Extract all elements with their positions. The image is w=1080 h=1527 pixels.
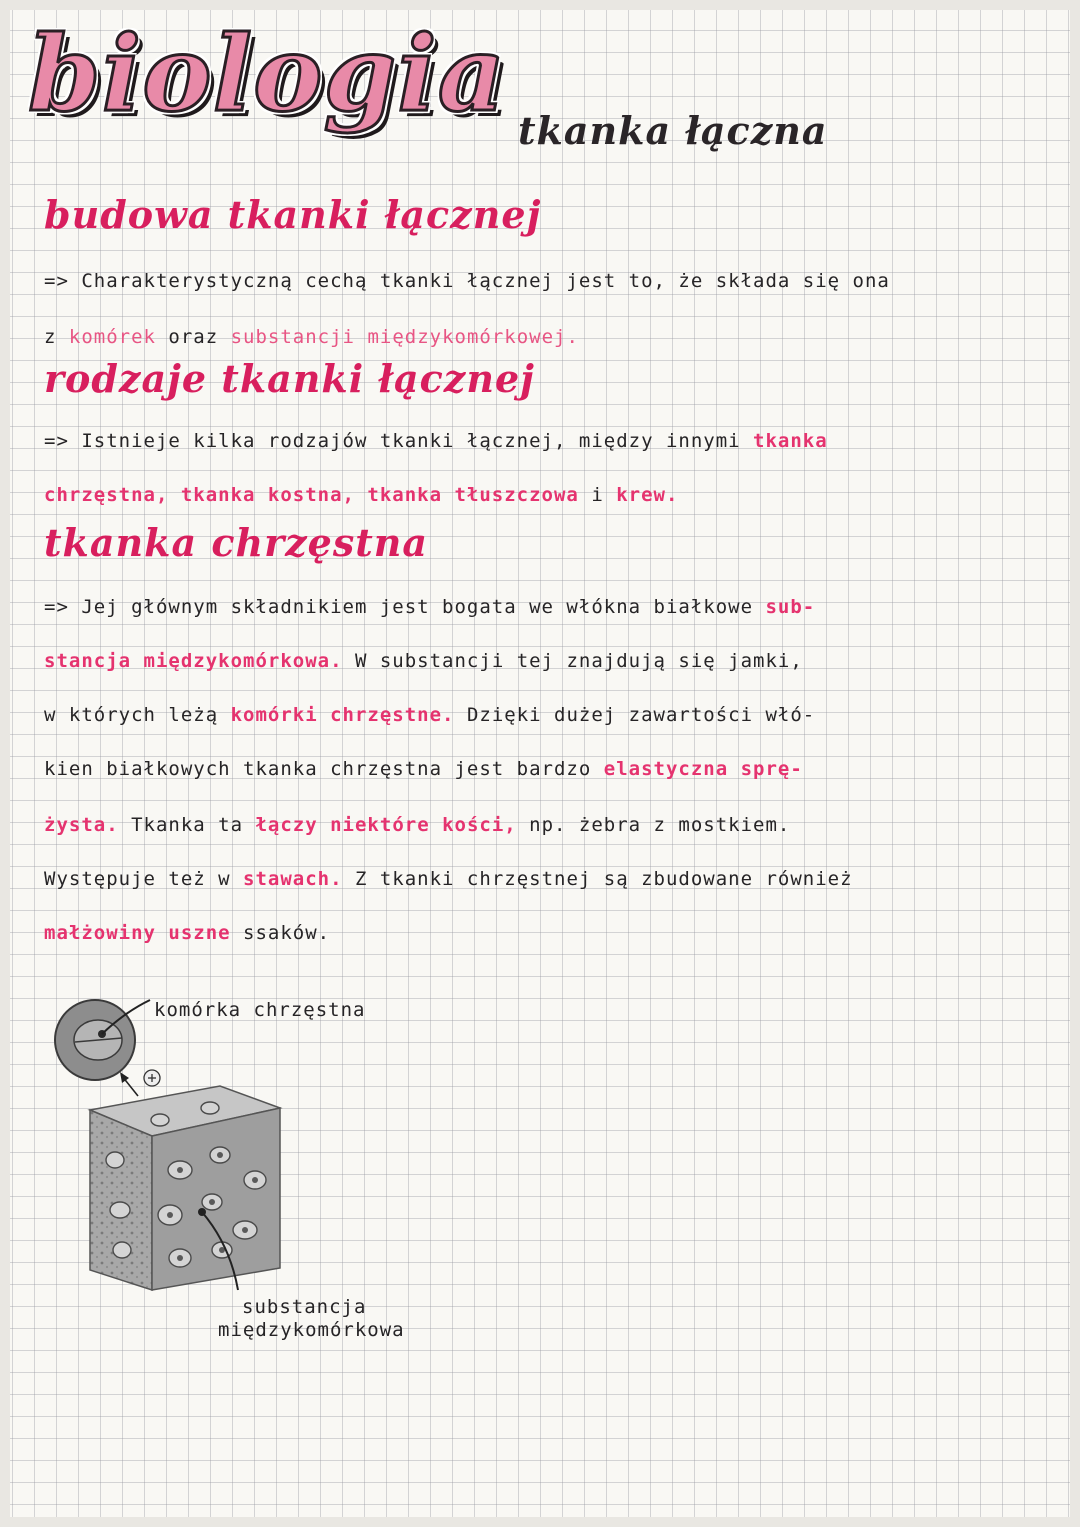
text-line	[44, 486, 678, 505]
highlight-term: elastyczna	[603, 758, 729, 780]
highlight-term: sub-	[765, 596, 816, 618]
text-fragment: i	[578, 484, 617, 506]
heading-chrzestna: tkanka chrzęstna	[44, 520, 429, 565]
heading-budowa: budowa tkanki łącznej	[44, 192, 542, 237]
page-title: biologia	[28, 12, 507, 135]
text-line	[44, 652, 803, 671]
text-line	[44, 816, 790, 835]
title-sticker	[28, 12, 528, 154]
highlight-term: tkanka	[753, 430, 828, 452]
text-line	[44, 706, 815, 725]
text-fragment	[728, 758, 740, 780]
text-fragment: oraz	[155, 326, 231, 348]
text-line	[44, 870, 853, 889]
text-line	[44, 598, 815, 617]
text-fragment: W substancji tej znajdują się jamki,	[342, 650, 803, 672]
text-line	[44, 924, 330, 943]
cartilage-diagram	[30, 990, 460, 1360]
text-line	[44, 432, 828, 451]
highlight-term: chrzęstna, tkanka kostna, tkanka tłuszczowa	[44, 484, 579, 506]
label-matrix-1: substancja	[242, 1296, 367, 1318]
highlight-term: stawach.	[243, 868, 343, 890]
text-fragment: Z tkanki chrzęstnej są zbudowane również	[342, 868, 853, 890]
highlight-term: sprę-	[740, 758, 803, 780]
page-subtitle: tkanka łączna	[518, 108, 828, 153]
highlight-term: komórek	[68, 326, 156, 348]
label-matrix-2: międzykomórkowa	[218, 1319, 405, 1341]
highlight-term: łączy niektóre kości,	[255, 814, 517, 836]
label-chondrocyte: komórka chrzęstna	[154, 999, 366, 1021]
text-fragment: => Istnieje kilka rodzajów tkanki łącznej, między innymi	[44, 430, 754, 452]
text-line	[44, 760, 803, 779]
text-fragment: z	[44, 326, 69, 348]
text-fragment: Występuje też w	[44, 868, 244, 890]
text-fragment: kien białkowych tkanka chrzęstna jest bardzo	[44, 758, 604, 780]
text-fragment: => Charakterystyczną cechą tkanki łącznej jest to, że składa się ona	[44, 270, 890, 292]
highlight-term: substancji międzykomórkowej.	[230, 326, 579, 348]
text-fragment: => Jej głównym składnikiem jest bogata we włókna białkowe	[44, 596, 766, 618]
highlight-term: żysta.	[44, 814, 119, 836]
highlight-term: małżowiny uszne	[44, 922, 231, 944]
text-line	[44, 328, 579, 347]
highlight-term: komórki chrzęstne.	[230, 704, 455, 726]
cube-front-face	[90, 1110, 152, 1290]
text-fragment: np. żebra z mostkiem.	[516, 814, 791, 836]
highlight-term: stancja międzykomórkowa.	[44, 650, 343, 672]
text-fragment: ssaków.	[230, 922, 331, 944]
highlight-term: krew.	[616, 484, 679, 506]
text-fragment: Tkanka ta	[118, 814, 256, 836]
text-line	[44, 272, 890, 291]
heading-rodzaje: rodzaje tkanki łącznej	[44, 356, 535, 401]
text-fragment: Dzięki dużej zawartości włó-	[454, 704, 816, 726]
text-fragment: w których leżą	[44, 704, 231, 726]
